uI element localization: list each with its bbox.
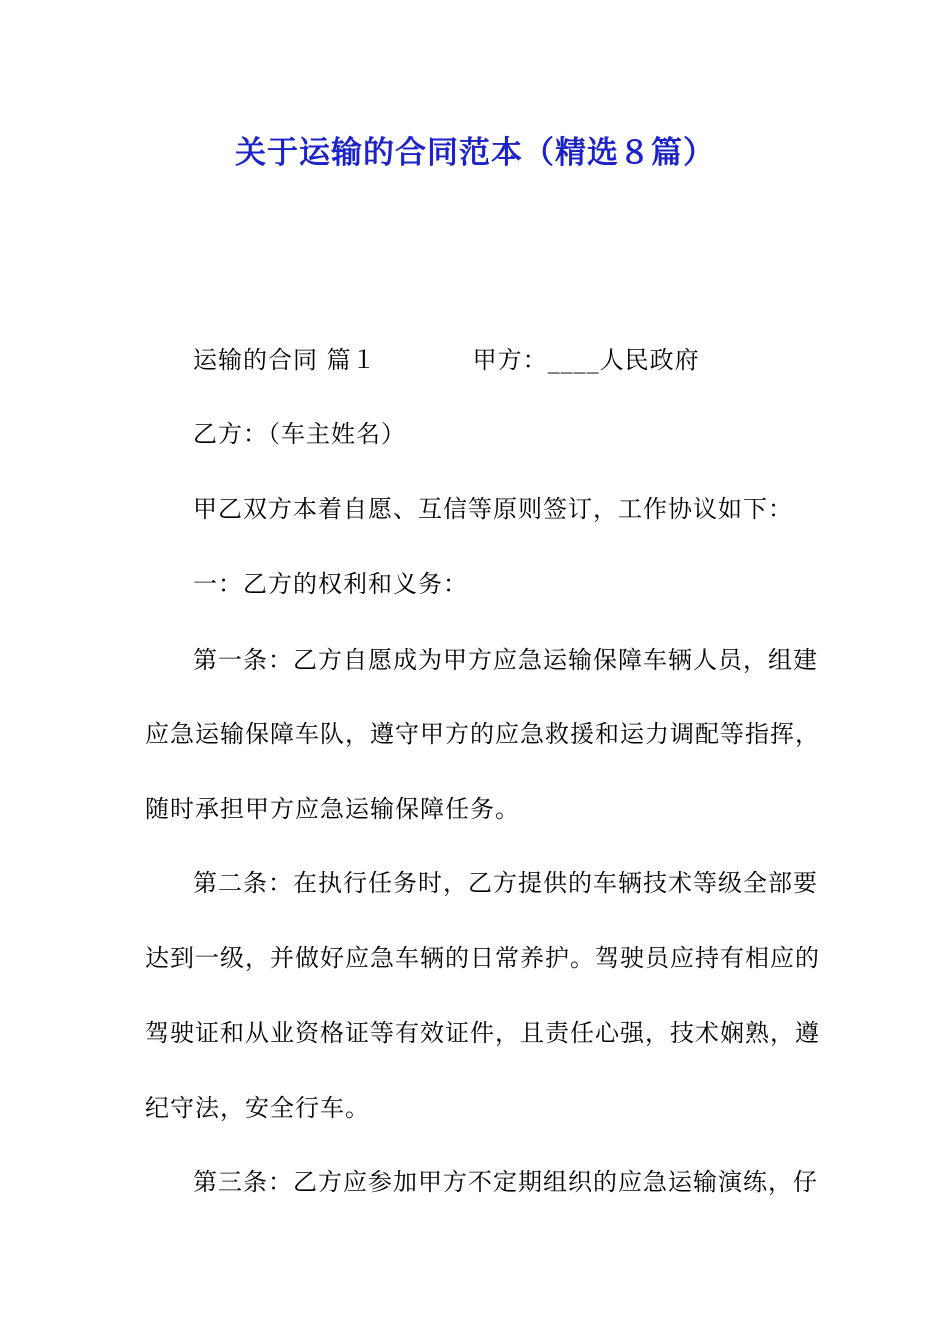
intro-paragraph: 甲乙双方本着自愿、互信等原则签订，工作协议如下： <box>193 495 793 523</box>
article-3-line-1: 第三条：乙方应参加甲方不定期组织的应急运输演练，仔 <box>193 1168 818 1196</box>
party-a: 甲方：____人民政府 <box>472 346 700 374</box>
article-1-line-3: 随时承担甲方应急运输保障任务。 <box>145 795 520 823</box>
party-b: 乙方：（车主姓名） <box>193 420 406 448</box>
article-2-line-3: 驾驶证和从业资格证等有效证件，且责任心强，技术娴熟，遵 <box>145 1019 820 1047</box>
article-1-line-1: 第一条：乙方自愿成为甲方应急运输保障车辆人员，组建 <box>193 646 818 674</box>
heading-part: 篇１ <box>326 346 377 374</box>
article-2-line-4: 纪守法，安全行车。 <box>145 1094 370 1122</box>
heading-section: 运输的合同 <box>193 346 318 374</box>
document-title: 关于运输的合同范本（精选８篇） <box>235 135 715 171</box>
section-one-title: 一：乙方的权利和义务： <box>193 570 468 598</box>
document-body <box>145 0 820 1344</box>
heading-line <box>193 340 700 380</box>
article-2-line-1: 第二条：在执行任务时，乙方提供的车辆技术等级全部要 <box>193 869 818 897</box>
article-2-line-2: 达到一级，并做好应急车辆的日常养护。驾驶员应持有相应的 <box>145 944 820 972</box>
article-1-line-2: 应急运输保障车队，遵守甲方的应急救援和运力调配等指挥， <box>145 720 820 748</box>
